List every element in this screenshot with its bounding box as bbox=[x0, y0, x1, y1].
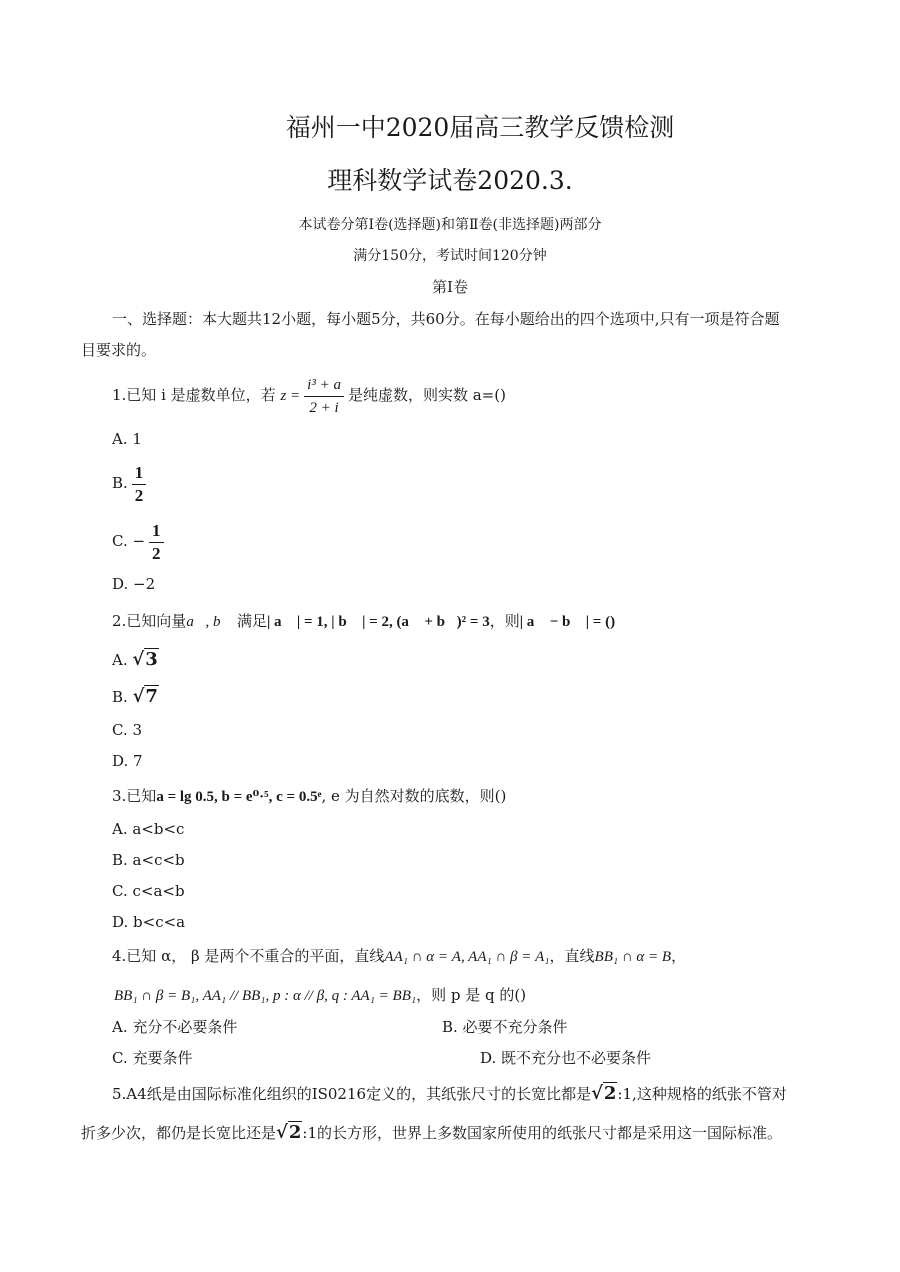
q1-option-b-fraction bbox=[132, 462, 147, 505]
q2-option-a-label: A. bbox=[112, 651, 128, 669]
q2-option-a-radicand: 3 bbox=[145, 649, 158, 670]
q3-option-d: D. b<c<a bbox=[112, 913, 186, 931]
q2-suffix: ，则 bbox=[489, 612, 520, 630]
q1-option-c-den: 2 bbox=[152, 543, 161, 563]
q4-line2-math: BB₁ ∩ β = B₁, AA₁ // BB₁, p : α // β, q : AA₁ = BB₁ bbox=[114, 988, 417, 1004]
q4-line1-math: AA₁ ∩ α = A, AA₁ ∩ β = A₁ bbox=[384, 949, 550, 965]
q4-option-d: D. 既不充分也不必要条件 bbox=[480, 1049, 652, 1067]
question-5-line1 bbox=[112, 1081, 787, 1107]
q4-option-c: C. 充要条件 bbox=[112, 1049, 193, 1067]
q4-line1-end: ， bbox=[671, 947, 687, 965]
q1-option-a: A. 1 bbox=[112, 430, 142, 448]
q1-option-d: D. −2 bbox=[112, 575, 156, 593]
q1-option-c-fraction bbox=[149, 520, 164, 563]
q1-option-c-label: C. − bbox=[112, 532, 146, 550]
q1-numerator: i³ + a bbox=[304, 377, 344, 397]
q2-vectors: a⃗, b⃗ bbox=[186, 614, 233, 630]
q1-option-b-num: 1 bbox=[132, 465, 147, 485]
q3-suffix: , e 为自然对数的底数，则() bbox=[321, 787, 507, 805]
q1-option-b bbox=[112, 462, 150, 504]
q3-prefix: 3.已知 bbox=[112, 787, 157, 805]
q1-denominator: 2 + i bbox=[309, 399, 339, 416]
q4-line1-math2: BB₁ ∩ α = B bbox=[594, 949, 672, 965]
note-score-time: 满分150分，考试时间120分钟 bbox=[353, 248, 547, 264]
q2-option-b-label: B. bbox=[112, 688, 128, 706]
q5-line2-suffix: :1的长方形，世界上多数国家所使用的纸张尺寸都是采用这一国际标准。 bbox=[302, 1124, 782, 1142]
q2-option-d: D. 7 bbox=[112, 752, 143, 770]
q5-line2-sqrt: √2 bbox=[276, 1122, 302, 1143]
instructions-line2: 目要求的。 bbox=[81, 341, 157, 359]
q5-line2-radicand: 2 bbox=[288, 1122, 302, 1143]
q4-line1-prefix: 4.已知 α， β 是两个不重合的平面，直线 bbox=[112, 947, 385, 965]
q1-option-b-den: 2 bbox=[134, 485, 144, 505]
q2-prefix: 2.已知向量 bbox=[112, 612, 187, 630]
question-4-line1 bbox=[112, 944, 686, 969]
q5-line1-suffix: :1,这种规格的纸张不管对 bbox=[617, 1085, 787, 1103]
q1-suffix: 是纯虚数，则实数 a=() bbox=[347, 386, 506, 404]
q5-line2-prefix: 折多少次，都仍是长宽比还是 bbox=[81, 1124, 277, 1142]
title-school: 福州一中2020届高三教学反馈检测 bbox=[285, 113, 675, 142]
q5-line1-radicand: 2 bbox=[603, 1083, 617, 1104]
question-2 bbox=[112, 609, 615, 634]
q4-option-b: B. 必要不充分条件 bbox=[442, 1018, 568, 1036]
question-5-line2 bbox=[81, 1120, 782, 1146]
q2-option-b-sqrt: √7 bbox=[132, 686, 158, 707]
q3-option-a: A. a<b<c bbox=[112, 820, 185, 838]
q3-option-c: C. c<a<b bbox=[112, 882, 185, 900]
instructions-line1: 一、选择题：本大题共12小题，每小题5分，共60分。在每小题给出的四个选项中,只有一项是符合题 bbox=[112, 310, 780, 328]
q4-option-a: A. 充分不必要条件 bbox=[112, 1018, 238, 1036]
q2-option-a-sqrt: √3 bbox=[132, 649, 158, 670]
q2-mid: 满足 bbox=[236, 612, 267, 630]
q1-option-c bbox=[112, 520, 168, 562]
q1-lhs: z = bbox=[280, 388, 301, 404]
q1-option-b-label: B. bbox=[112, 474, 128, 492]
q5-line1-sqrt: √2 bbox=[591, 1083, 617, 1104]
q5-line1-prefix: 5.A4纸是由国际标准化组织的IS0216定义的，其纸张尺寸的长宽比都是 bbox=[112, 1085, 592, 1103]
question-1 bbox=[112, 373, 506, 418]
question-3 bbox=[112, 784, 506, 809]
q3-conditions: a = lg 0.5, b = e⁰·⁵, c = 0.5ᵉ bbox=[156, 789, 322, 805]
q2-option-b-radicand: 7 bbox=[145, 686, 158, 707]
title-exam: 理科数学试卷2020.3. bbox=[327, 166, 573, 195]
q2-ask: | a⃗ − b⃗ | = () bbox=[519, 614, 616, 630]
q3-option-b: B. a<c<b bbox=[112, 851, 185, 869]
q1-fraction bbox=[304, 377, 344, 416]
q2-option-b bbox=[112, 685, 159, 709]
q2-option-c: C. 3 bbox=[112, 721, 143, 739]
note-parts: 本试卷分第Ⅰ卷(选择题)和第Ⅱ卷(非选择题)两部分 bbox=[298, 217, 602, 233]
q2-conditions: | a⃗ | = 1, | b⃗ | = 2, (a⃗ + b⃗)² = 3 bbox=[266, 614, 490, 630]
q4-line1-mid: ，直线 bbox=[549, 947, 595, 965]
question-4-line2 bbox=[114, 983, 526, 1008]
section-label: 第Ⅰ卷 bbox=[432, 278, 468, 296]
q2-option-a bbox=[112, 648, 159, 672]
q4-line2-suffix: ，则 p 是 q 的() bbox=[416, 986, 527, 1004]
q1-option-c-num: 1 bbox=[149, 523, 164, 543]
q1-prefix: 1.已知 i 是虚数单位，若 bbox=[112, 386, 276, 404]
